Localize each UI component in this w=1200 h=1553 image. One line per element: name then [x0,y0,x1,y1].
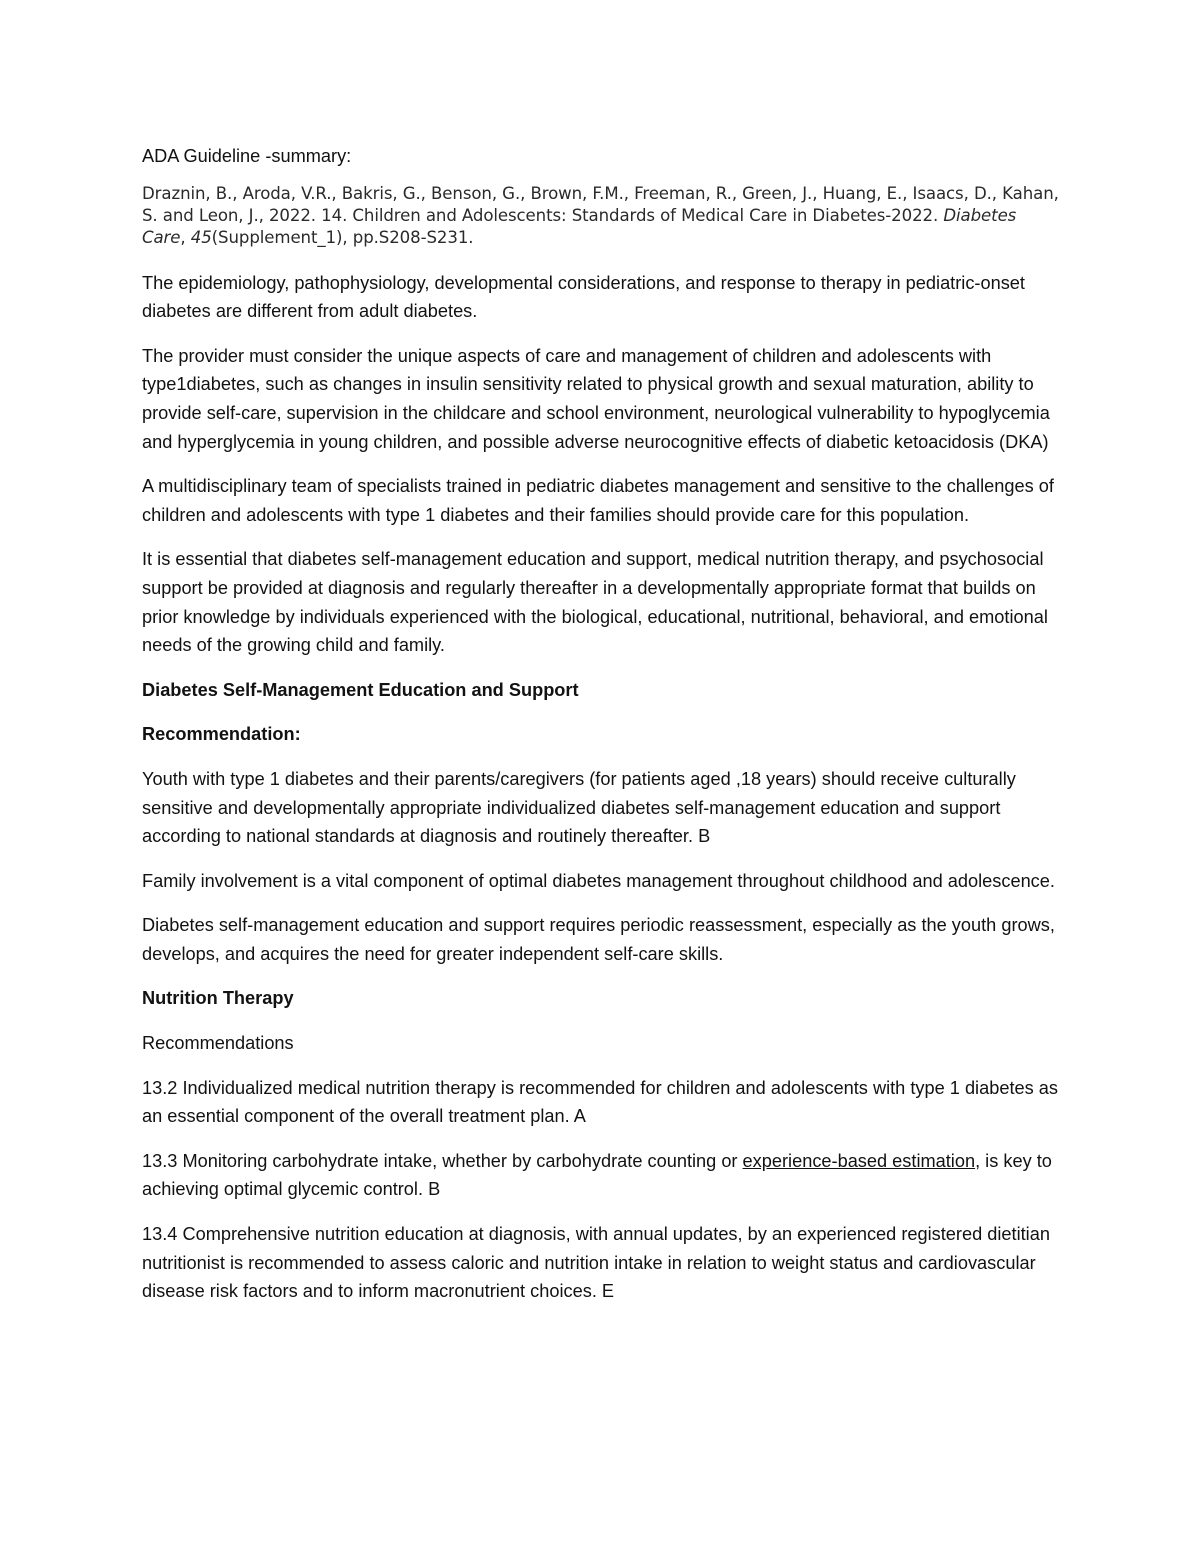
recommendation-13-4: 13.4 Comprehensive nutrition education at diagnosis, with annual updates, by an experienced registered dietitian nutritionist is recommended to assess caloric and nutrition intake in relation to weight status and cardiovascular disease risk factors and to inform macronutrient choices. E [142,1224,1050,1302]
paragraph-youth: Youth with type 1 diabetes and their parents/caregivers (for patients aged ,18 years) should receive culturally sensitive and developmentally appropriate individualized diabetes self-management education and support according to national standards at diagnosis and routinely thereafter. B [142,768,1016,847]
heading-dsmes: Diabetes Self-Management Education and Support [142,679,579,700]
paragraph-family: Family involvement is a vital component of optimal diabetes management throughout childhood and adolescence. [142,870,1055,891]
citation-volume: 45 [190,227,212,247]
citation-separator: , [180,227,191,247]
document-body [142,142,1062,1322]
heading-nutrition-therapy: Nutrition Therapy [142,988,294,1009]
recommendations-label: Recommendations [142,1033,294,1054]
paragraph-team: A multidisciplinary team of specialists trained in pediatric diabetes management and sensitive to the challenges of children and adolescents with type 1 diabetes and their families should provide care for this population. [142,476,1054,525]
underlined-phrase: experience-based estimation [742,1150,976,1171]
paragraph-provider: The provider must consider the unique aspects of care and management of children and adolescents with type1diabetes, such as changes in insulin sensitivity related to physical growth and sexual maturation, ability to provide self-care, supervision in the childcare and school environment, neurological vulnerability to hypoglycemia and hyperglycemia in young children, and possible adverse neurocognitive effects of diabetic ketoacidosis (DKA) [142,345,1050,452]
document-title: ADA Guideline -summary: [142,146,352,166]
paragraph-epidemiology: The epidemiology, pathophysiology, developmental considerations, and response to therapy in pediatric-onset diabetes are different from adult diabetes. [142,272,1025,322]
recommendation-13-2: 13.2 Individualized medical nutrition therapy is recommended for children and adolescents with type 1 diabetes as an essential component of the overall treatment plan. A [142,1077,1058,1127]
paragraph-reassessment: Diabetes self-management education and support requires periodic reassessment, especially as the youth grows, develops, and acquires the need for greater independent self-care skills. [142,915,1055,964]
paragraph-essential: It is essential that diabetes self-management education and support, medical nutrition therapy, and psychosocial support be provided at diagnosis and regularly thereafter in a developmentally appropriate format that builds on prior knowledge by individuals experienced with the biological, educational, nutritional, behavioral, and emotional needs of the growing child and family. [142,549,1048,656]
citation [142,183,1062,249]
citation-journal: Diabetes Care [142,205,1017,247]
recommendation-13-3-start: 13.3 Monitoring carbohydrate intake, whether by carbohydrate counting or [142,1150,743,1171]
citation-authors: Draznin, B., Aroda, V.R., Bakris, G., Benson, G., Brown, F.M., Freeman, R., Green, J., Huang, E., Isaacs, D., Kahan, S. and Leon, J., 2022. 14. Children and Adolescents: Standards of Medical Care in Diabetes-2022. [142,183,1059,225]
recommendation-13-3 [142,1147,1062,1204]
citation-pages: (Supplement_1), pp.S208-S231. [211,227,474,247]
recommendation-13-3-end: , is key to achieving optimal glycemic control. B [142,1150,1052,1200]
recommendation-label: Recommendation: [142,724,301,745]
